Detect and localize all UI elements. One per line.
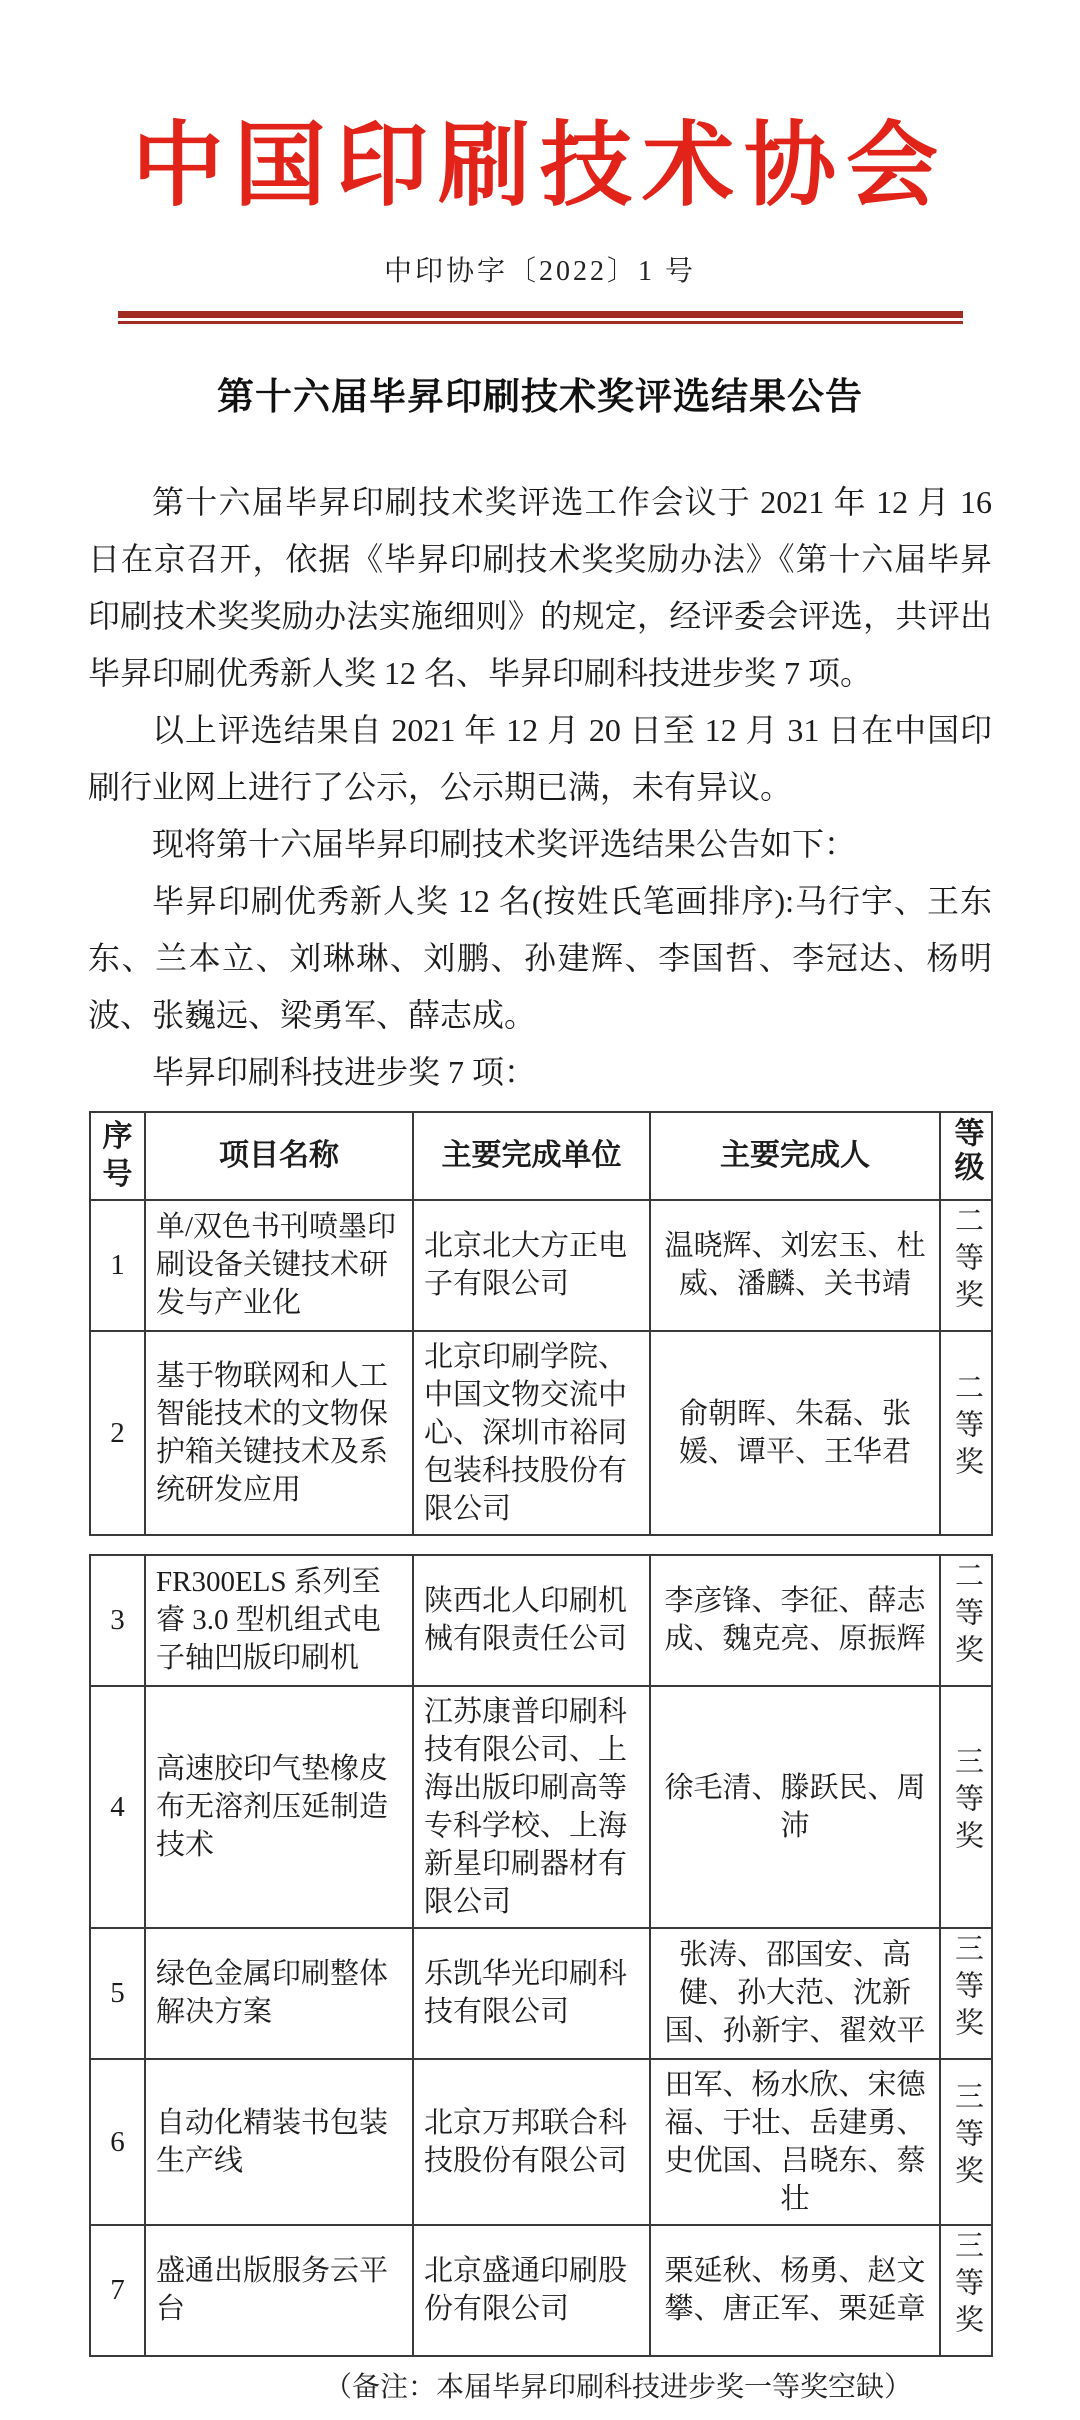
header-level [940,1112,992,1200]
double-red-rule [118,311,963,324]
awards-table-part-2 [89,1554,993,2357]
award-level-text: 三等奖 [950,2229,983,2341]
project-name-cell: 自动化精装书包装生产线 [145,2059,413,2225]
row-number: 5 [90,1928,145,2059]
award-level-cell [940,1331,992,1535]
awards-table-part-1 [89,1111,993,1536]
header-main-people: 主要完成人 [650,1112,940,1200]
award-level-cell [940,2059,992,2225]
row-number: 4 [90,1686,145,1928]
organization-title: 中国印刷技术协会 [131,115,948,217]
award-level-cell [940,1200,992,1331]
award-level-text: 二等奖 [950,1372,983,1484]
row-number: 7 [90,2225,145,2356]
project-name-cell: 基于物联网和人工智能技术的文物保护箱关键技术及系统研发应用 [145,1331,413,1535]
award-level-text: 二等奖 [950,1204,983,1316]
main-unit-cell: 北京北大方正电子有限公司 [413,1200,650,1331]
project-name-cell: 高速胶印气垫橡皮布无溶剂压延制造技术 [145,1686,413,1928]
project-name-cell: 单/双色书刊喷墨印刷设备关键技术研发与产业化 [145,1200,413,1331]
main-unit-cell: 江苏康普印刷科技有限公司、上海出版印刷高等专科学校、上海新星印刷器材有限公司 [413,1686,650,1928]
main-unit-cell: 陕西北人印刷机械有限责任公司 [413,1555,650,1686]
award-level-cell [940,1686,992,1928]
table-row [90,2225,992,2356]
main-unit-cell: 乐凯华光印刷科技有限公司 [413,1928,650,2059]
header-main-unit: 主要完成单位 [413,1112,650,1200]
table-row [90,1686,992,1928]
table-footnote: （备注：本届毕昇印刷科技进步奖一等奖空缺） [323,2371,912,2403]
main-people-cell: 徐毛清、滕跃民、周沛 [650,1686,940,1928]
main-people-cell: 张涛、邵国安、高健、孙大范、沈新国、孙新宇、翟效平 [650,1928,940,2059]
table-row [90,1555,992,1686]
project-name-cell: FR300ELS 系列至睿 3.0 型机组式电子轴凹版印刷机 [145,1555,413,1686]
table-row [90,1200,992,1331]
row-number: 1 [90,1200,145,1331]
main-people-cell: 栗延秋、杨勇、赵文攀、唐正军、栗延章 [650,2225,940,2356]
paragraph-newcomer-award: 毕昇印刷优秀新人奖 12 名(按姓氏笔画排序):马行宇、王东东、兰本立、刘琳琳、刘鹏、孙建辉、李国哲、李冠达、杨明波、张巍远、梁勇军、薛志成。 [88,882,992,1033]
main-people-cell: 李彦锋、李征、薛志成、魏克亮、原振辉 [650,1555,940,1686]
main-people-cell: 俞朝晖、朱磊、张媛、谭平、王华君 [650,1331,940,1535]
header-no: 序号 [90,1112,145,1200]
award-level-cell [940,2225,992,2356]
table-page-break-gap [89,1536,991,1554]
row-number: 2 [90,1331,145,1535]
award-level-cell [940,1928,992,2059]
award-level-text: 二等奖 [950,1559,983,1671]
paragraph-announce-intro: 现将第十六届毕昇印刷技术奖评选结果公告如下： [152,825,857,862]
project-name-cell: 盛通出版服务云平台 [145,2225,413,2356]
main-people-cell: 温晓辉、刘宏玉、杜威、潘麟、关书靖 [650,1200,940,1331]
row-number: 3 [90,1555,145,1686]
main-people-cell: 田军、杨水欣、宋德福、于壮、岳建勇、史优国、吕晓东、蔡壮 [650,2059,940,2225]
award-level-text: 三等奖 [950,2081,983,2193]
award-level-text: 三等奖 [950,1932,983,2044]
main-unit-cell: 北京印刷学院、中国文物交流中心、深圳市裕同包装科技股份有限公司 [413,1331,650,1535]
award-level-cell [940,1555,992,1686]
body-text [88,474,992,1101]
project-name-cell: 绿色金属印刷整体解决方案 [145,1928,413,2059]
paragraph-table-intro: 毕昇印刷科技进步奖 7 项： [152,1053,537,1090]
table-header-row [90,1112,992,1200]
table-row [90,1928,992,2059]
main-unit-cell: 北京万邦联合科技股份有限公司 [413,2059,650,2225]
awards-table-section [89,1111,991,2357]
main-unit-cell: 北京盛通印刷股份有限公司 [413,2225,650,2356]
paragraph-meeting: 第十六届毕昇印刷技术奖评选工作会议于 2021 年 12 月 16 日在京召开，依据《毕昇印刷技术奖奖励办法》《第十六届毕昇印刷技术奖奖励办法实施细则》的规定，经评委会评选，共评出毕昇印刷优秀新人奖 12 名、毕昇印刷科技进步奖 7 项。 [88,483,992,691]
header-project-name: 项目名称 [145,1112,413,1200]
paragraph-publicity: 以上评选结果自 2021 年 12 月 20 日至 12 月 31 日在中国印刷行业网上进行了公示，公示期已满，未有异议。 [88,711,992,805]
page-title: 第十六届毕昇印刷技术奖评选结果公告 [217,376,863,418]
table-row [90,2059,992,2225]
table-row [90,1331,992,1535]
header-level-text: 等级 [949,1116,983,1185]
award-level-text: 三等奖 [950,1746,983,1858]
row-number: 6 [90,2059,145,2225]
document-number: 中印协字〔2022〕1 号 [383,255,696,287]
